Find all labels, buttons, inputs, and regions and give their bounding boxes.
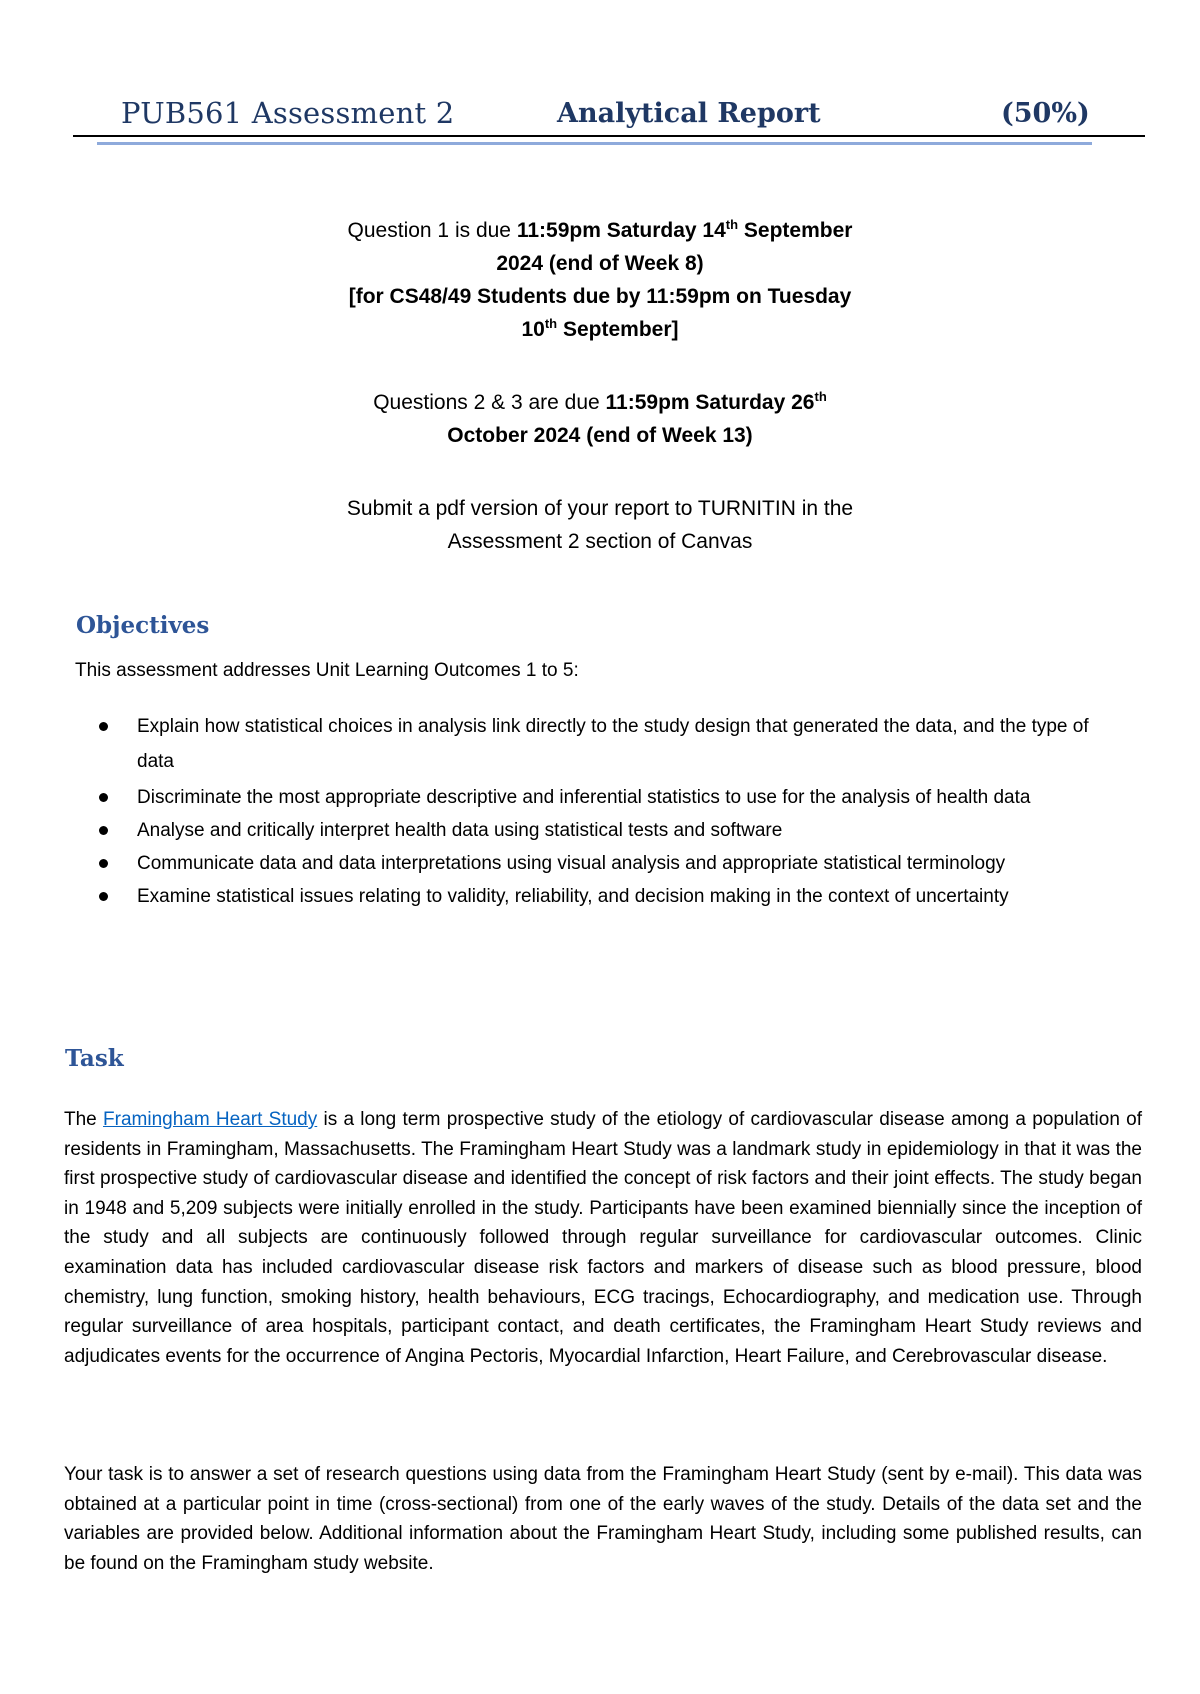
assessment-weight: (50%)	[1001, 98, 1090, 129]
framingham-study-link[interactable]: Framingham Heart Study	[103, 1109, 318, 1130]
bullet-icon	[99, 826, 108, 835]
list-item: Examine statistical issues relating to validity, reliability, and decision making in the context of uncertainty	[97, 882, 1097, 911]
report-title: Analytical Report	[557, 98, 821, 129]
list-item: Explain how statistical choices in analysis link directly to the study design that generated the data, and the type of data	[97, 709, 1097, 779]
due-dates-block	[200, 214, 1000, 558]
submit-line-1: Submit a pdf version of your report to TURNITIN in the	[346, 497, 854, 520]
cs-due-line-2: 10th September]	[521, 316, 679, 341]
list-item: Communicate data and data interpretations using visual analysis and appropriate statistical terminology	[97, 849, 1097, 878]
submit-line-2: Assessment 2 section of Canvas	[447, 530, 753, 553]
objectives-heading: Objectives	[76, 612, 210, 639]
list-item: Analyse and critically interpret health data using statistical tests and software	[97, 816, 1097, 845]
header-rule	[73, 135, 1145, 137]
cs-due-line-1: [for CS48/49 Students due by 11:59pm on Tuesday	[348, 285, 852, 308]
task-heading: Task	[65, 1045, 124, 1072]
header-accent-rule	[97, 142, 1092, 145]
objectives-list	[97, 709, 1097, 915]
q1-due-line-2: 2024 (end of Week 8)	[496, 252, 704, 275]
course-assessment-label: PUB561 Assessment 2	[121, 96, 455, 130]
task-paragraph-1: The Framingham Heart Study is a long term prospective study of the etiology of cardiovascular disease among a population of residents in Framingham, Massachusetts. The Framingham Heart Study was a landmark study in epidemiology in that it was the first prospective study of cardiovascular disease and identified the concept of risk factors and their joint effects. The study began in 1948 and 5,209 subjects were initially enrolled in the study. Participants have been examined biennially since the inception of the study and all subjects are continuously followed through regular surveillance for cardiovascular outcomes. Clinic examination data has included cardiovascular disease risk factors and markers of disease such as blood pressure, blood chemistry, lung function, smoking history, health behaviours, ECG tracings, Echocardiography, and medication use. Through regular surveillance of area hospitals, participant contact, and death certificates, the Framingham Heart Study reviews and adjudicates events for the occurrence of Angina Pectoris, Myocardial Infarction, Heart Failure, and Cerebrovascular disease.	[64, 1109, 1142, 1367]
bullet-icon	[99, 722, 108, 731]
q23-due-line-2: October 2024 (end of Week 13)	[447, 424, 753, 447]
bullet-icon	[99, 793, 108, 802]
list-item: Discriminate the most appropriate descriptive and inferential statistics to use for the analysis of health data	[97, 783, 1097, 812]
bullet-icon	[99, 859, 108, 868]
task-paragraph-2: Your task is to answer a set of research questions using data from the Framingham Heart Study (sent by e-mail). This data was obtained at a particular point in time (cross-sectional) from one of the early waves of the study. Details of the data set and the variables are provided below. Additional information about the Framingham Heart Study, including some published results, can be found on the Framingham study website.	[64, 1464, 1142, 1574]
bullet-icon	[99, 892, 108, 901]
q23-due-line-1: Questions 2 & 3 are due 11:59pm Saturday 26th	[373, 389, 827, 414]
q1-due-line-1: Question 1 is due 11:59pm Saturday 14th September	[347, 217, 853, 242]
objectives-intro: This assessment addresses Unit Learning Outcomes 1 to 5:	[75, 660, 579, 681]
